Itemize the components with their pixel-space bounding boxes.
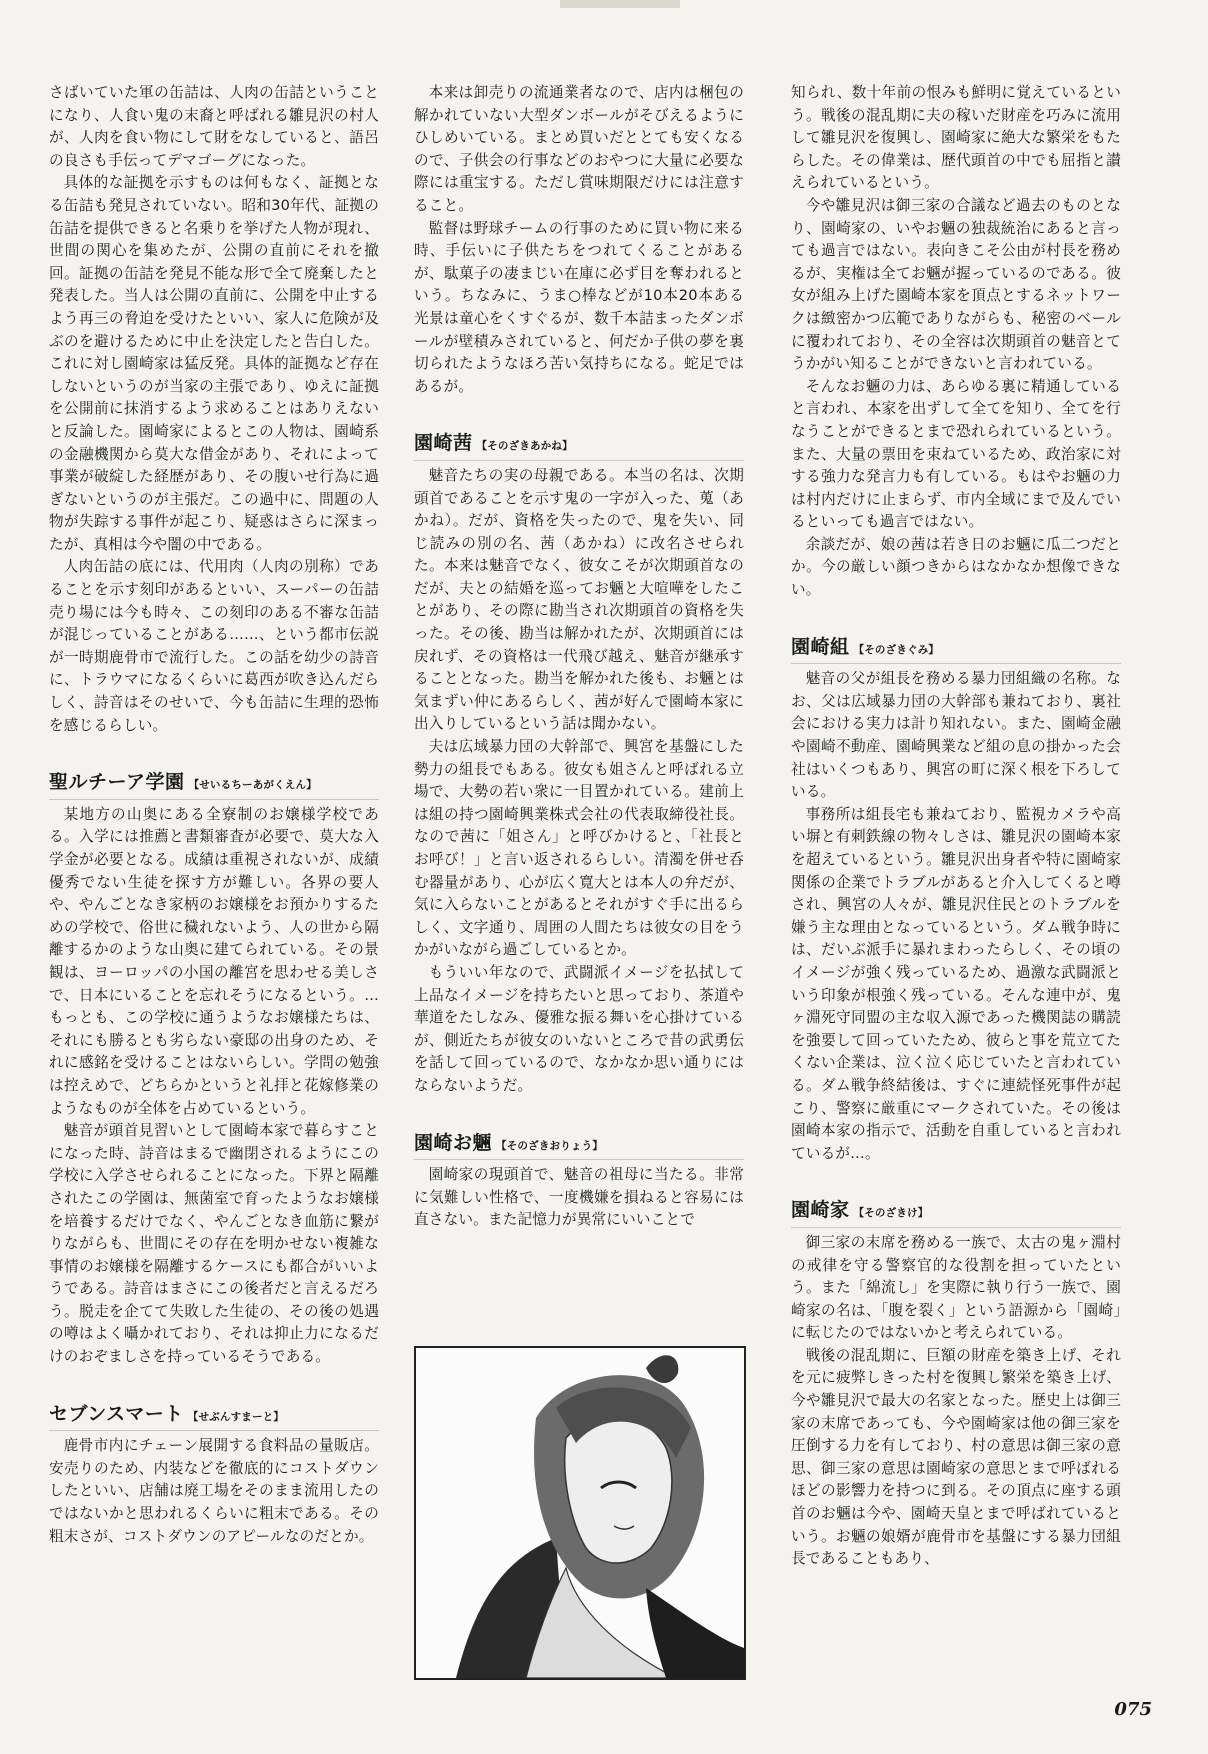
entry-reading: 【そのざきあかね】	[476, 440, 573, 453]
entry-reading: 【せぶんすまーと】	[187, 1410, 285, 1423]
entry-paragraph: もういい年なので、武闘派イメージを払拭して上品なイメージを持ちたいと思っており、茶道や華道をたしなみ、優雅な振る舞いを心掛けているが、側近たちが彼女のいないところで昔の武勇伝を話して回っているので、なかなか思い通りにはならないようだ。	[414, 963, 744, 1094]
page-number: 075	[1114, 1699, 1152, 1720]
entry-heading-sonozakike	[791, 1199, 1121, 1228]
entry-paragraph: 御三家の末席を務める一族で、太古の鬼ヶ淵村の戒律を守る警察官的な役割を担っていたという。また「綿流し」を実際に執り行う一族で、園崎家の名は、「腹を裂く」という語源から「園崎」に転じたのではないかと考えられている。	[791, 1233, 1121, 1342]
col3-paragraph: 余談だが、娘の茜は若き日のお魎に瓜二つだとか。今の厳しい顔つきからはなかなか想像できない。	[791, 535, 1121, 599]
top-edge-mark	[560, 0, 680, 8]
col3-paragraph: そんなお魎の力は、あらゆる裏に精通していると言われ、本家を出ずして全てを知り、全てを行なうことができるとまで恐れられているという。また、大量の票田を束ねているため、政治家に対する強力な発言力も有している。もはやお魎の力は村内だけに止まらず、市内全域にまで及んでいるといっても過言ではない。	[791, 377, 1121, 531]
entry-heading-akane	[414, 432, 744, 461]
col2-paragraph: 本来は卸売りの流通業者なので、店内は梱包の解かれていない大型ダンボールがそびえるようにひしめいている。まとめ買いだととても安くなるので、子供会の行事などのおやつに大量に必要な際には重宝する。ただし賞味期限だけには注意すること。	[414, 84, 744, 214]
entry-term: 園崎組	[791, 635, 850, 658]
col2-paragraph: 監督は野球チームの行事のために買い物に来る時、手伝いに子供たちをつれてくることがあるが、駄菓子の凄まじい在庫に必ず目を奪われるという。ちなみに、うま○棒などが10本20本ある光景は童心をくすぐるが、数千本詰まったダンボールが壁積みされていると、何だか子供の夢を裏切られたようなほろ苦い気持ちになる。蛇足ではあるが。	[414, 219, 744, 395]
entry-paragraph: 夫は広域暴力団の大幹部で、興宮を基盤にした勢力の組長でもある。彼女も姐さんと呼ばれる立場で、大勢の若い衆に一目置かれている。建前上は組の持つ園崎興業株式会社の代表取締役社長。なので茜に「姐さん」と呼びかけると、「社長とお呼び！」と言い返されるらしい。清濁を併せ呑む器量があり、心が広く寛大とは本人の弁だが、気に入らないことがあるとそれがすぐ手に出るらしく、文字通り、周囲の人間たちは彼女の目をうかがいながら過ごしているとか。	[414, 738, 744, 959]
entry-term: 園崎家	[791, 1199, 850, 1222]
character-illustration	[414, 1346, 746, 1680]
entry-paragraph: 戦後の混乱期に、巨額の財産を築き上げ、それを元に疲弊しきった村を復興し繁栄を築き上げ、今や雛見沢で最大の名家となった。歴史上は御三家の末席であっても、今や園崎家は他の御三家を圧倒する力を有しており、村の意思は御三家の意思、御三家の意思は園崎家の意思とまで呼ばれるほどの影響力を持つに到る。その頂点に座する頭首のお魎は今や、園崎天皇とまで呼ばれているという。お魎の娘婿が鹿骨市を基盤にする暴力団組長であることもあり、	[791, 1346, 1121, 1568]
entry-reading: 【そのざきおりょう】	[496, 1139, 604, 1152]
entry-term: セブンスマート	[49, 1402, 184, 1425]
entry-paragraph: 某地方の山奥にある全寮制のお嬢様学校である。入学には推薦と書類審査が必要で、莫大な入学金が必要となる。成績は重視されないが、成績優秀でない生徒を探す方が難しい。各界の要人や、やんごとなき家柄のお嬢様をお預かりするための学校で、俗世に穢れないよう、人の世から隔離するかのような山奥に建てられている。その景観は、ヨーロッパの小国の離宮を思わせる美しさで、日本にいることを忘れそうになるという。…もっとも、この学校に通うようなお嬢様たちは、それにも勝るとも劣らない豪邸の出身のため、それに感銘を受けることはないらしい。学問の勉強は控えめで、どちらかというと礼拝と花嫁修業のようなものが全体を占めているという。	[49, 805, 379, 1117]
col1-paragraph: 人肉缶詰の底には、代用肉（人肉の別称）であることを示す刻印があるといい、スーパーの缶詰売り場には今も時々、この刻印のある不審な缶詰が混じっていることがある……、という都市伝説が一時期鹿骨市で流行した。この話を幼少の詩音に、トラウマになるくらいに葛西が吹き込んだらしく、詩音はそのせいで、今も缶詰に生理的恐怖を感じるらしい。	[49, 558, 379, 734]
entry-paragraph: 事務所は組長宅も兼ねており、監視カメラや高い塀と有刺鉄線の物々しさは、雛見沢の園崎本家を超えているという。雛見沢出身者や特に園崎家関係の企業でトラブルがあると介入してくると噂され、興宮の人々が、雛見沢住民とのトラブルを嫌う主な理由となっているという。ダム戦争時には、だいぶ派手に暴れまわったらしく、その頃のイメージが強く残っているため、過激な武闘派という印象が根強く残っている。そんな連中が、鬼ヶ淵死守同盟の主な収入源であった機関誌の購読を強要して回っていたため、彼らと事を荒立てたくない企業は、泣く泣く応じていたと言われている。ダム戦争終結後は、すぐに連続怪死事件が起こり、警察に厳重にマークされていた。その後は園崎本家の指示で、活動を自重していると言われているが…。	[791, 805, 1121, 1162]
col3-paragraph: 知られ、数十年前の恨みも鮮明に覚えているという。戦後の混乱期に夫の稼いだ財産を巧みに流用して雛見沢を復興し、園崎家に絶大な繁栄をもたらした。その偉業は、歴代頭首の中でも屈指と讃えられているという。	[791, 84, 1121, 192]
col3-paragraph: 今や雛見沢は御三家の合議など過去のものとなり、園崎家の、いやお魎の独裁統治にあると言っても過言ではない。表向きこそ公由が村長を務めるが、実権は全てお魎が握っているのである。彼女が組み上げた園崎本家を頂点とするネットワークは緻密かつ広範でありながらも、秘密のベールに覆われており、その全容は次期頭首の魅音とてうかがい知ることができないと言われている。	[791, 196, 1121, 373]
entry-paragraph: 鹿骨市内にチェーン展開する食料品の量販店。安売りのため、内装などを徹底的にコストダウンしたといい、店舗は廃工場をそのまま流用したのではないかと思われるくらいに粗末である。その粗末さが、コストダウンのアピールなのだとか。	[49, 1437, 379, 1545]
entry-term: 聖ルチーア学園	[49, 771, 185, 794]
entry-term: 園崎茜	[414, 432, 473, 455]
col1-paragraph: さばいていた軍の缶詰は、人肉の缶詰ということになり、人食い鬼の末裔と呼ばれる雛見沢の村人が、人肉を食い物にして財をなしていると、語呂の良さも手伝ってデマゴーグになった。	[49, 84, 379, 169]
entry-reading: 【そのざきけ】	[853, 1207, 929, 1220]
entry-paragraph: 魅音の父が組長を務める暴力団組織の名称。なお、父は広域暴力団の大幹部も兼ねており、裏社会における実力は計り知れない。また、園崎金融や園崎不動産、園崎興業など組の息の掛かった会社はいくつもあり、興宮の町に深く根を下ろしている。	[791, 670, 1121, 801]
column-3	[791, 82, 1121, 1571]
entry-paragraph: 魅音たちの実の母親である。本当の名は、次期頭首であることを示す鬼の一字が入った、蒐（あかね）。だが、資格を失ったので、鬼を失い、同じ読みの別の名、茜（あかね）に改名させられた。本来は魅音でなく、彼女こそが次期頭首なのだが、夫との結婚を巡ってお魎と大喧嘩をしたことがあり、その際に勘当され次期頭首の資格を失った。その後、勘当は解かれたが、次期頭首には戻れず、その資格は一代飛び越え、魅音が継承することとなった。勘当を解かれた後も、お魎とは気まずい仲にあるらしく、茜が好んで園崎本家に出入りしているという話は聞かない。	[414, 466, 744, 733]
entry-heading-oryou	[414, 1132, 744, 1161]
entry-paragraph: 園崎家の現頭首で、魅音の祖母に当たる。非常に気難しい性格で、一度機嫌を損ねると容易には直さない。また記憶力が異常にいいことで	[414, 1166, 744, 1229]
entry-heading-sevensmart	[49, 1403, 379, 1432]
entry-paragraph: 魅音が頭首見習いとして園崎本家で暮らすことになった時、詩音はまるで幽閉されるようにこの学校に入学させられることになった。下界と隔離されたこの学園は、無菌室で育ったようなお嬢様を培養するだけでなく、やんごとなき血筋に繋がりながらも、世間にその存在を明かせない複雑な事情のお嬢様を隔離するケースにも都合がいいようである。詩音はまさにこの後者だと言えるだろう。脱走を企てて失敗した生徒の、その後の処遇の噂はよく囁かれており、それは抑止力になるだけのおぞましさを持っているそうである。	[49, 1122, 379, 1366]
column-2	[414, 82, 744, 1232]
entry-heading-sonozakigumi	[791, 636, 1121, 665]
entry-reading: 【せいるちーあがくえん】	[188, 779, 317, 792]
entry-term: 園崎お魎	[414, 1131, 493, 1154]
col1-paragraph: 具体的な証拠を示すものは何もなく、証拠となる缶詰も発見されていない。昭和30年代、証拠の缶詰を提供できると名乗りを挙げた人物が現れ、世間の関心を集めたが、公開の直前にそれを撤回。証拠の缶詰を発見不能な形で全て廃棄したと発表した。当人は公開の直前に、公開を中止するよう再三の脅迫を受けたといい、家人に危険が及ぶのを避けるために中止を決定したと告白した。これに対し園崎家は猛反発。具体的証拠など存在しないというのが当家の主張であり、ゆえに証拠を公開前に抹消するよう求めることはありえないと反論した。園崎家によるとこの人物は、園崎系の金融機関から莫大な借金があり、それによって事業が破綻した経歴があり、その腹いせ行為に過ぎないというのが主張だ。この過中に、問題の人物が失踪する事件が起こり、疑惑はさらに深まったが、真相は今や闇の中である。	[49, 174, 379, 553]
entry-reading: 【そのざきぐみ】	[853, 643, 940, 656]
entry-heading-seiruchia	[49, 771, 379, 800]
column-1	[49, 82, 379, 1548]
portrait-sketch	[416, 1348, 744, 1678]
